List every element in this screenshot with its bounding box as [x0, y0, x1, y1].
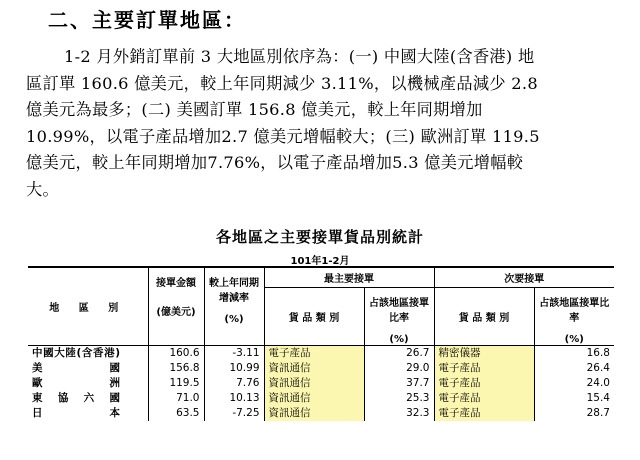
row-secondary-category: 電子產品	[434, 361, 534, 376]
row-amount: 71.0	[148, 391, 204, 406]
header-primary-category: 貨 品 類 別	[264, 287, 364, 345]
header-primary-share	[364, 287, 434, 345]
header-secondary-share-unit: (%)	[564, 333, 584, 345]
row-secondary-category: 電子產品	[434, 406, 534, 421]
row-primary-category: 電子產品	[264, 345, 364, 361]
row-primary-share: 29.0	[364, 361, 434, 376]
row-change: 10.99	[204, 361, 264, 376]
row-amount: 63.5	[148, 406, 204, 421]
row-primary-category: 資訊通信	[264, 361, 364, 376]
row-change: -3.11	[204, 345, 264, 361]
row-secondary-category: 電子產品	[434, 376, 534, 391]
row-primary-share: 32.3	[364, 406, 434, 421]
row-primary-category: 資訊通信	[264, 406, 364, 421]
table-title: 各地區之主要接單貨品別統計	[215, 228, 424, 246]
section-heading: 二、主要訂單地區：	[48, 8, 246, 32]
row-secondary-share: 26.4	[534, 361, 614, 376]
paragraph-line: 大。	[26, 179, 59, 199]
table-subtitle: 101年1-2月	[290, 256, 350, 267]
row-amount: 156.8	[148, 361, 204, 376]
table-row	[28, 376, 614, 391]
row-secondary-share: 15.4	[534, 391, 614, 406]
header-primary-share-label: 占該地區接單比率	[369, 297, 429, 324]
table-row	[28, 345, 614, 361]
row-amount: 160.6	[148, 345, 204, 361]
row-amount: 119.5	[148, 376, 204, 391]
row-region: 歐洲	[32, 376, 120, 389]
row-secondary-share: 16.8	[534, 345, 614, 361]
header-amount-label: 接單金額	[156, 278, 196, 289]
header-primary-share-unit: (%)	[389, 333, 409, 345]
row-change: 7.76	[204, 376, 264, 391]
row-secondary-category: 精密儀器	[434, 345, 534, 361]
paragraph-line: 1-2 月外銷訂單前 3 大地區別依序為：(一) 中國大陸(含香港) 地	[64, 47, 535, 66]
table-row	[28, 391, 614, 406]
header-secondary-share	[534, 287, 614, 345]
row-secondary-category: 電子產品	[434, 391, 534, 406]
paragraph-line: 區訂單 160.6 億美元，較上年同期減少 3.11%，以機械產品減少 2.8	[26, 73, 538, 93]
paragraph-line: 億美元為最多；(二) 美國訂單 156.8 億美元，較上年同期增加	[26, 100, 483, 119]
header-region: 地 區 別	[28, 267, 148, 345]
row-secondary-share: 24.0	[534, 376, 614, 391]
row-primary-share: 37.7	[364, 376, 434, 391]
summary-paragraph	[26, 44, 626, 203]
header-secondary-group: 次要接單	[434, 267, 614, 287]
table-row	[28, 406, 614, 421]
row-primary-category: 資訊通信	[264, 376, 364, 391]
paragraph-line: 10.99%，以電子產品增加2.7 億美元增幅較大；(三) 歐洲訂單 119.5	[26, 126, 540, 146]
row-region: 東協六國	[32, 391, 120, 404]
table-row	[28, 361, 614, 376]
row-change: -7.25	[204, 406, 264, 421]
header-secondary-share-label: 占該地區接單比率	[539, 297, 610, 324]
header-change-label: 較上年同期增減率	[209, 278, 259, 304]
row-region: 日本	[32, 406, 120, 419]
header-primary-group: 最主要接單	[264, 267, 434, 287]
row-region: 中國大陸(含香港)	[32, 346, 120, 359]
header-amount	[148, 267, 204, 345]
row-region: 美國	[32, 361, 120, 374]
header-amount-unit: (億美元)	[156, 307, 196, 318]
header-change-unit: (%)	[224, 314, 244, 325]
row-change: 10.13	[204, 391, 264, 406]
paragraph-line: 億美元，較上年同期增加7.76%，以電子產品增加5.3 億美元增幅較	[26, 153, 524, 172]
header-secondary-category: 貨 品 類 別	[434, 287, 534, 345]
row-primary-share: 25.3	[364, 391, 434, 406]
row-primary-category: 資訊通信	[264, 391, 364, 406]
row-secondary-share: 28.7	[534, 406, 614, 421]
row-primary-share: 26.7	[364, 345, 434, 361]
region-order-table	[28, 266, 614, 421]
header-change	[204, 267, 264, 345]
